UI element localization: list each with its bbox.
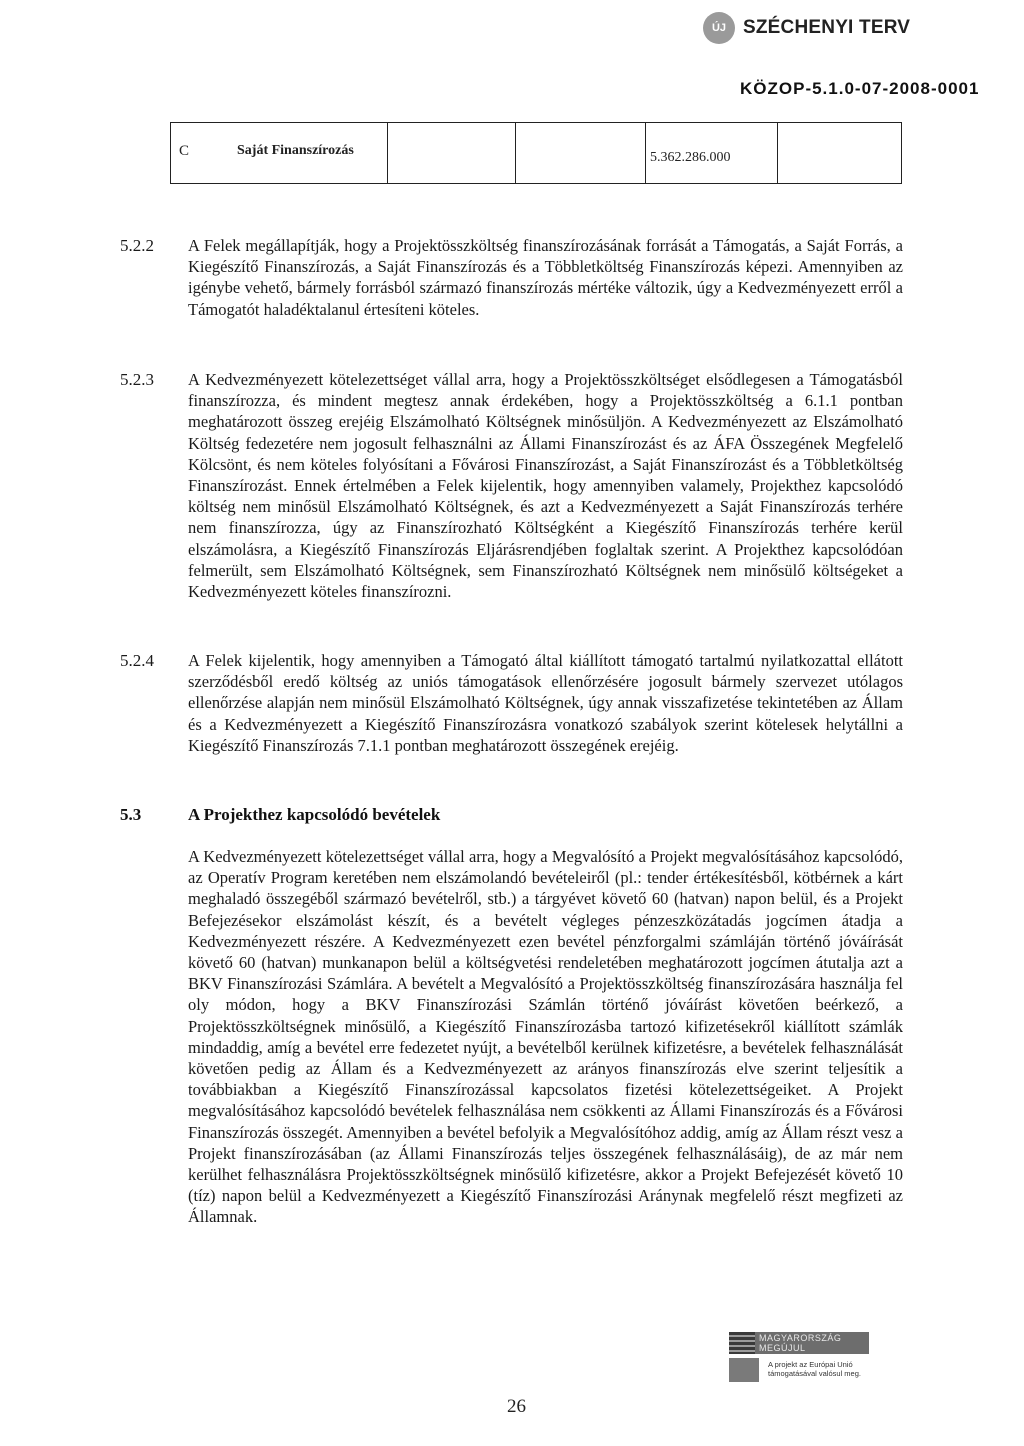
section-5-2-2-text: A Felek megállapítják, hogy a Projektösszköltség finanszírozásának forrását a Támogatás, a Saját Forrás, a Kiegészítő Finanszírozás, a Saját Finanszírozás és a Többletköltség Finanszírozás képezi. Amennyiben az igénybe vehető, bármely forrásból származó finanszírozás mértéke változik, úgy a Kedvezményezett erről a Támogatót haladéktalanul értesíteni köteles. <box>188 236 903 319</box>
row-label: Saját Finanszírozás <box>237 143 354 158</box>
row-code: C <box>179 143 190 159</box>
financing-table-row <box>170 122 902 184</box>
section-number-5-2-4: 5.2.4 <box>120 651 154 670</box>
banner-stripes-icon <box>729 1332 755 1354</box>
table-divider <box>645 123 646 183</box>
szechenyi-logo-icon: ÚJ <box>703 12 735 44</box>
section-5-2-4-text: A Felek kijelentik, hogy amennyiben a Támogató által kiállított támogató tartalmú nyilatkozattal ellátott szerződésből eredő költség az uniós támogatások ellenőrzésére jogosult bármely szervezet utólagos ellenőrzése alapján nem minősül Elszámolható Költségnek, úgy annak visszafizetése tekintetében az Állam és a Kedvezményezett a Kiegészítő Finanszírozásra vonatkozó szabályok szerint kötelesek helytállni a Kiegészítő Finanszírozás 7.1.1 pontban meghatározott összegének erejéig. <box>188 651 903 755</box>
section-5-2-3-text: A Kedvezményezett kötelezettséget vállal arra, hogy a Projektösszköltséget elsődlegesen a Támogatásból finanszírozza, és mindent megtesz annak érdekében, hogy a Projektösszköltség a 6.1.1 pontban meghatározott összeg erejéig Elszámolható Költségnek minősüljön. A Kedvezményezett az Elszámolható Költség fedezetére nem jogosult felhasználni az Állami Finanszírozást és az ÁFA Összegének Megfelelő Kölcsönt, és nem köteles folyósítani a Fővárosi Finanszírozást, a Saját Finanszírozást és a Többletköltség Finanszírozást. Ennek értelmében a Felek kijelentik, hogy amennyiben valamely, Projekthez kapcsolódó költség nem minősül Elszámolható Költségnek, és azt a Kedvezményezett a Saját Finanszírozás terhére nem finanszírozza, úgy az Finanszírozható Költségként a Kiegészítő Finanszírozás terhére kerül elszámolásra, a Kiegészítő Finanszírozás Eljárásrendjében foglaltak szerint. A Projekthez kapcsolódóan felmerült, sem Elszámolható Költségnek, sem Finanszírozható Költségnek nem minősülő költségeket a Kedvezményezett köteles finanszírozni. <box>188 370 903 602</box>
amount-value: 5.362.286.000 <box>650 150 731 165</box>
section-number-5-2-3: 5.2.3 <box>120 370 154 389</box>
section-5-3-text: A Kedvezményezett kötelezettséget vállal arra, hogy a Megvalósító a Projekt megvalósításához kapcsolódó, az Operatív Program keretében nem elszámolandó bevételeiről (pl.: tender értékesítésből, kötbérnek a kárt meghaladó összegéből származó bevételről, stb.) a tárgyévet követő 60 (hatvan) napon belül, és a Projekt Befejezésekor elszámolást készít, és a bevételt végleges pénzeszközátadás jogcímen átadja a Kedvezményezett részére. A Kedvezményezett ezen bevétel pénzforgalmi számláján történő jóváírását követő 60 (hatvan) munkanapon belül a költségvetési rendeletében meghatározott jogcímen átutalja azt a BKV Finanszírozási Számlára. A bevételt a Megvalósító a Projektösszköltség finanszírozására használja fel oly módon, hogy a BKV Finanszírozási Számlán történő jóváírást követően beérkező, a Projektösszköltségnek minősülő, a Kiegészítő Finanszírozásba tartozó kifizetésekről kiállított számlák mindaddig, amíg a bevétel erre fedezetet nyújt, a bevételből kerülnek kifizetésre, a bevételek felhasználását követően pedig az Állam és a Kedvezményezett az arányos finanszírozás elve szerint teljesítik a továbbiakban a Kiegészítő Finanszírozással kapcsolatos fizetési kötelezettségeiket. A Projekt megvalósításához kapcsolódó bevételek felhasználása nem csökkenti az Állami Finanszírozás és a Fővárosi Finanszírozás összegét. Amennyiben a bevétel befolyik a Megvalósítóhoz addig, amíg az Állam részt vesz a Projekt finanszírozásában (az Állami Finanszírozás teljes összegének felhasználásáig), de az már nem kerülhet felhasználásra Projektösszköltségnek minősülő kifizetésre, akkor a Projekt Befejezését követő 10 (tíz) napon belül a Kedvezményezett a Kiegészítő Finanszírozási Aránynak megfelelő részt megfizeti az Államnak. <box>188 847 903 1227</box>
table-divider <box>387 123 388 183</box>
section-number-5-3: 5.3 <box>120 805 142 824</box>
table-divider <box>515 123 516 183</box>
eu-caption: A projekt az Európai Unió támogatásával valósul meg. <box>768 1360 861 1378</box>
szechenyi-terv-logo <box>703 12 910 44</box>
page-number: 26 <box>507 1396 526 1417</box>
table-divider <box>777 123 778 183</box>
section-number-5-2-2: 5.2.2 <box>120 236 154 255</box>
document-code: KÖZOP-5.1.0-07-2008-0001 <box>740 79 980 98</box>
section-5-3-heading: A Projekthez kapcsolódó bevételek <box>188 805 441 824</box>
eu-banner-text: MAGYARORSZÁG MEGÚJUL <box>759 1333 842 1353</box>
eu-flag-icon <box>729 1358 759 1382</box>
eu-banner <box>729 1332 869 1354</box>
logo-text: SZÉCHENYI TERV <box>743 17 911 38</box>
